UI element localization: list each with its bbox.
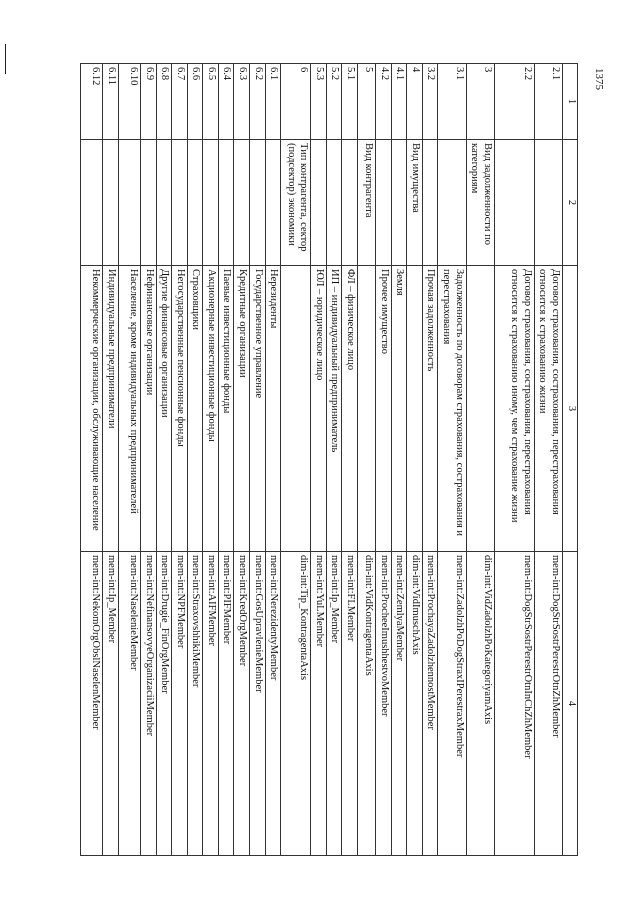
xbrl-code: mem-int:ProcheeImushhestvoMember: [376, 552, 392, 856]
xbrl-code: mem-int:NerezidentyMember: [265, 552, 281, 856]
row-number: 6.7: [172, 64, 188, 140]
member-name: ФЛ – физическое лицо: [342, 266, 358, 552]
dimension-name: [342, 140, 358, 266]
xbrl-code: mem-int:ZemlyaMember: [391, 552, 407, 856]
table-row: [391, 64, 407, 856]
member-name: Договор страхования, сострахования, перестрахования относится к страхованию иному, чем страхование жизни: [494, 266, 534, 552]
member-name: Население, кроме индивидуальных предпринимателей: [118, 266, 140, 552]
row-number: 5.1: [342, 64, 358, 140]
rotated-page-content: [58, 63, 578, 855]
table-row: [342, 64, 358, 856]
column-header-4: 4: [563, 552, 578, 856]
xbrl-code: dim-int:VidZadolzhPoKategoriyamAxis: [466, 552, 494, 856]
row-number: 6.11: [103, 64, 119, 140]
dimension-name: Вид контрагента: [358, 140, 376, 266]
member-name: Земля: [391, 266, 407, 552]
dimension-name: [203, 140, 219, 266]
xbrl-code: mem-int:YuLMember: [311, 552, 327, 856]
dimension-name: [376, 140, 392, 266]
xbrl-code: mem-int:AIFMember: [203, 552, 219, 856]
member-name: Государственное управление: [250, 266, 266, 552]
member-name: Акционерные инвестиционные фонды: [203, 266, 219, 552]
xbrl-code: mem-int:NaselenieMember: [118, 552, 140, 856]
dimension-name: [494, 140, 534, 266]
xbrl-code: dim-int:VidKontragentaAxis: [358, 552, 376, 856]
dimension-name: [103, 140, 119, 266]
dimension-name: [234, 140, 250, 266]
row-number: 4.1: [391, 64, 407, 140]
table-row: [234, 64, 250, 856]
xbrl-code: dim-int:VidImuschAxis: [407, 552, 423, 856]
row-number: 6.8: [156, 64, 172, 140]
table-row: [140, 64, 156, 856]
table-sheet: [58, 63, 578, 855]
row-number: 6.4: [218, 64, 234, 140]
xbrl-code: mem-int:NefinansovyeOrganizaciiMember: [140, 552, 156, 856]
dimension-name: [265, 140, 281, 266]
xbrl-code: mem-int:PIFMember: [218, 552, 234, 856]
table-row: [466, 64, 494, 856]
dimension-name: [438, 140, 466, 266]
member-name: ЮЛ – юридическое лицо: [311, 266, 327, 552]
xbrl-code: mem-int:KredOrgMember: [234, 552, 250, 856]
table-header-row: [563, 64, 578, 856]
dimension-name: [422, 140, 438, 266]
dimension-name: Вид имущества: [407, 140, 423, 266]
table-row: [156, 64, 172, 856]
xbrl-code: mem-int:ZadolzhPoDogStraxIPerestraxMember: [438, 552, 466, 856]
member-name: Паевые инвестиционные фонды: [218, 266, 234, 552]
row-number: 5.2: [326, 64, 342, 140]
dimension-name: [391, 140, 407, 266]
table-row: [311, 64, 327, 856]
dimension-name: [140, 140, 156, 266]
table-row: [376, 64, 392, 856]
member-name: Нефинансовые организации: [140, 266, 156, 552]
xbrl-code: mem-int:NekomOrgObslNaselenMember: [81, 552, 103, 856]
row-number: 6.1: [265, 64, 281, 140]
row-number: 6.12: [81, 64, 103, 140]
dimension-name: [187, 140, 203, 266]
row-number: 3.1: [438, 64, 466, 140]
member-name: Страховщики: [187, 266, 203, 552]
row-number: 2.2: [494, 64, 534, 140]
page-number: 1375: [593, 68, 605, 90]
table-row: [172, 64, 188, 856]
table-row: [103, 64, 119, 856]
table-row: [494, 64, 534, 856]
table-row: [187, 64, 203, 856]
row-number: 6.3: [234, 64, 250, 140]
member-name: [407, 266, 423, 552]
xbrl-code: mem-int:Drugie_FinOrgMember: [156, 552, 172, 856]
dimension-name: [250, 140, 266, 266]
xbrl-code: mem-int:FLMember: [342, 552, 358, 856]
member-name: [281, 266, 311, 552]
row-number: 3: [466, 64, 494, 140]
member-name: [466, 266, 494, 552]
dimension-name: [81, 140, 103, 266]
dimension-name: Вид задолженности по категориям: [466, 140, 494, 266]
xbrl-code: mem-int:DogStrSostrPerestrOtnInChZhMember: [494, 552, 534, 856]
row-number: 5: [358, 64, 376, 140]
table-row: [326, 64, 342, 856]
row-number: 6.10: [118, 64, 140, 140]
row-number: 5.3: [311, 64, 327, 140]
member-name: Нерезиденты: [265, 266, 281, 552]
table-row: [265, 64, 281, 856]
row-number: 4: [407, 64, 423, 140]
member-name: Договор страхования, сострахования, перестрахования относится к страхованию жизни: [534, 266, 562, 552]
xbrl-code: mem-int:Ip_Member: [326, 552, 342, 856]
row-number: 2.1: [534, 64, 562, 140]
member-name: ИП – индивидуальный предприниматель: [326, 266, 342, 552]
row-number: 3.2: [422, 64, 438, 140]
row-number: 6.6: [187, 64, 203, 140]
xbrl-code: mem-int:NPFMember: [172, 552, 188, 856]
column-header-1: 1: [563, 64, 578, 140]
left-margin-mark: [5, 44, 6, 74]
dimension-member-table: [80, 63, 578, 856]
table-row: [407, 64, 423, 856]
dimension-name: [534, 140, 562, 266]
table-row: [118, 64, 140, 856]
dimension-name: [118, 140, 140, 266]
member-name: Другие финансовые организации: [156, 266, 172, 552]
table-row: [438, 64, 466, 856]
member-name: Негосударственные пенсионные фонды: [172, 266, 188, 552]
member-name: Задолженность по договорам страхования, сострахования и перестрахования: [438, 266, 466, 552]
row-number: 6.2: [250, 64, 266, 140]
table-row: [81, 64, 103, 856]
xbrl-code: mem-int:StraxovshhikiMember: [187, 552, 203, 856]
table-row: [422, 64, 438, 856]
dimension-name: Тип контрагента, сектор (подсектор) экономики: [281, 140, 311, 266]
member-name: Некоммерческие организации, обслуживающие население: [81, 266, 103, 552]
dimension-name: [218, 140, 234, 266]
table-row: [250, 64, 266, 856]
table-row: [358, 64, 376, 856]
row-number: 6.5: [203, 64, 219, 140]
xbrl-code: mem-int:GosUpravlenieMember: [250, 552, 266, 856]
dimension-name: [156, 140, 172, 266]
table-row: [281, 64, 311, 856]
member-name: Кредитные организации: [234, 266, 250, 552]
member-name: Прочее имущество: [376, 266, 392, 552]
member-name: [358, 266, 376, 552]
dimension-name: [172, 140, 188, 266]
table-row: [534, 64, 562, 856]
xbrl-code: mem-int:ProchayaZadolzhennostMember: [422, 552, 438, 856]
row-number: 4.2: [376, 64, 392, 140]
column-header-3: 3: [563, 266, 578, 552]
member-name: Прочая задолженность: [422, 266, 438, 552]
member-name: Индивидуальные предприниматели: [103, 266, 119, 552]
table-row: [203, 64, 219, 856]
row-number: 6: [281, 64, 311, 140]
table-row: [218, 64, 234, 856]
xbrl-code: mem-int:DogStrSostrPerestrOtnZhMember: [534, 552, 562, 856]
table-body: [81, 64, 563, 856]
column-header-2: 2: [563, 140, 578, 266]
xbrl-code: dim-int:Tip_KontragentaAxis: [281, 552, 311, 856]
xbrl-code: mem-int:Ip_Member: [103, 552, 119, 856]
dimension-name: [326, 140, 342, 266]
row-number: 6.9: [140, 64, 156, 140]
dimension-name: [311, 140, 327, 266]
